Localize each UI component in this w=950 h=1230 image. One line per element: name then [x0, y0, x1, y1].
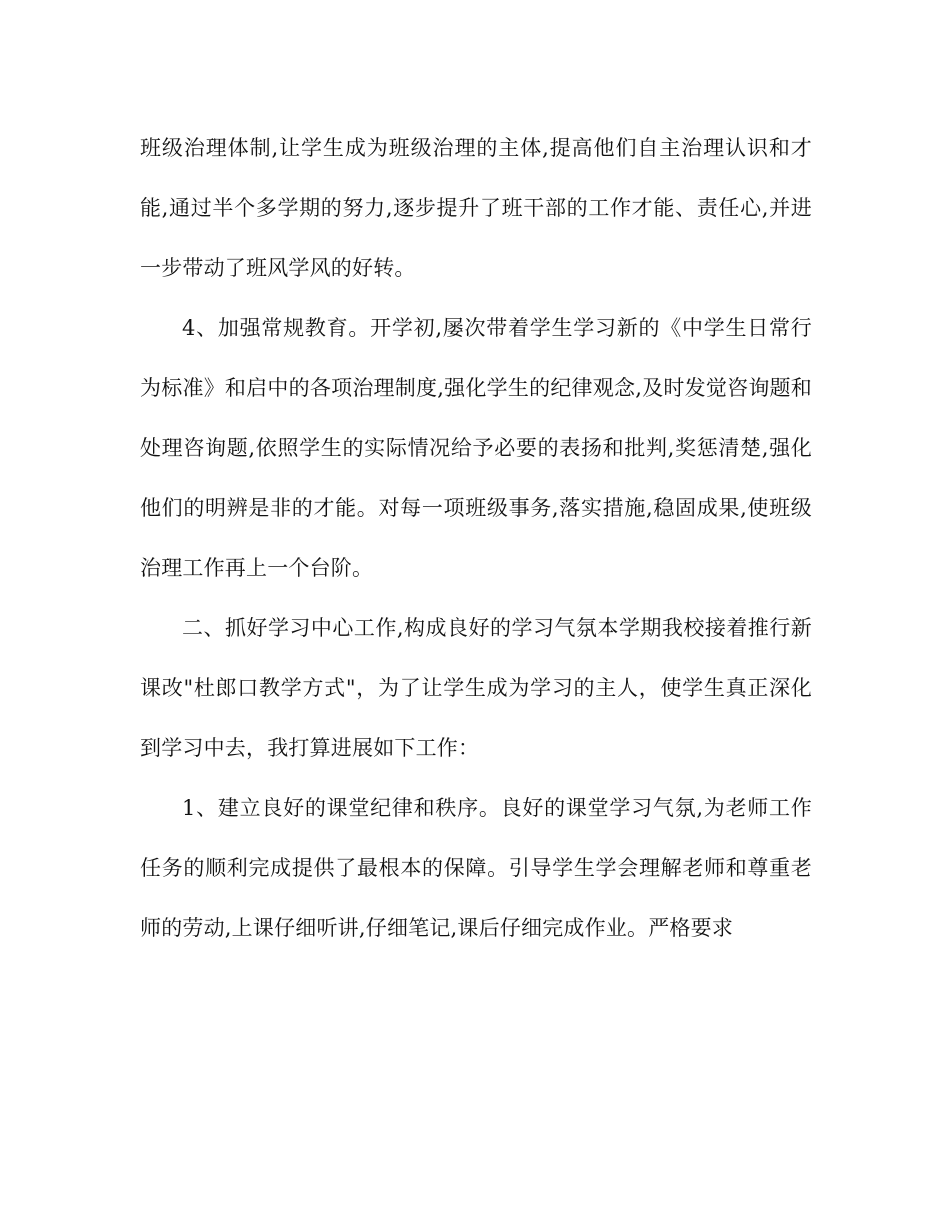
paragraph-routine-education: 4、加强常规教育。开学初,屡次带着学生学习新的《中学生日常行为标准》和启中的各项治理制度,强化学生的纪律观念,及时发觉咨询题和处理咨询题,依照学生的实际情况给予必要的表扬和批判,奖惩清楚,强化他们的明辨是非的才能。对每一项班级事务,落实措施,稳固成果,使班级治理工作再上一个台阶。 [140, 316, 812, 580]
document-body [140, 118, 812, 958]
paragraph-class-management: 班级治理体制,让学生成为班级治理的主体,提高他们自主治理认识和才能,通过半个多学期的努力,逐步提升了班干部的工作才能、责任心,并进一步带动了班风学风的好转。 [140, 136, 812, 280]
paragraph-classroom-discipline: 1、建立良好的课堂纪律和秩序。良好的课堂学习气氛,为老师工作任务的顺利完成提供了最根本的保障。引导学生学会理解老师和尊重老师的劳动,上课仔细听讲,仔细笔记,课后仔细完成作业。严格要求 [140, 796, 812, 940]
paragraph-learning-atmosphere: 二、抓好学习中心工作,构成良好的学习气氛本学期我校接着推行新课改"杜郎口教学方式"，为了让学生成为学习的主人，使学生真正深化到学习中去，我打算进展如下工作： [140, 616, 812, 760]
